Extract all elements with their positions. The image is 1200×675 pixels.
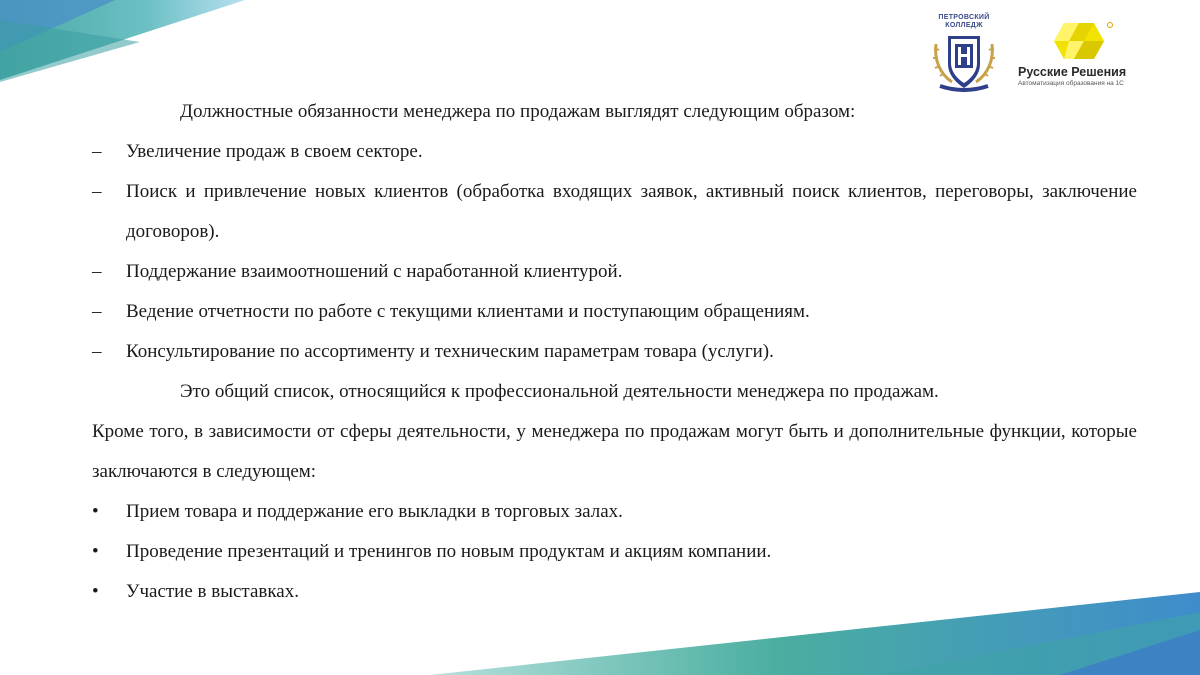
list-item-text: Ведение отчетности по работе с текущими клиентами и поступающим обращениям.: [126, 301, 810, 322]
list-item-text: Поддержание взаимоотношений с наработанной клиентурой.: [126, 261, 623, 282]
list-item-text: Участие в выставках.: [126, 581, 299, 602]
partner-logo: [1018, 21, 1148, 87]
header-logos: [928, 14, 1148, 94]
college-logo: [928, 14, 1000, 94]
list-item: [92, 572, 1137, 612]
college-crest-icon: [930, 30, 998, 92]
dash-marker: –: [92, 261, 102, 282]
additional-intro-text: Кроме того, в зависимости от сферы деятельности, у менеджера по продажам могут быть и дополнительные функции, которые заключаются в следующем:: [92, 421, 1137, 482]
college-name-line1: ПЕТРОВСКИЙ: [938, 14, 990, 21]
list-item: [92, 132, 1137, 172]
list-item: [92, 292, 1137, 332]
bullet-marker: •: [92, 581, 99, 602]
list-item-text: Проведение презентаций и тренингов по новым продуктам и акциям компании.: [126, 541, 772, 562]
list-item: [92, 332, 1137, 372]
intro-text: Должностные обязанности менеджера по продажам выглядят следующим образом:: [180, 101, 856, 122]
list-item-text: Поиск и привлечение новых клиентов (обработка входящих заявок, активный поиск клиентов, переговоры, заключение договоров).: [126, 181, 1137, 242]
summary-text: Это общий список, относящийся к профессиональной деятельности менеджера по продажам.: [180, 381, 939, 402]
bullet-marker: •: [92, 501, 99, 522]
extra-duties-list: [92, 492, 1137, 612]
list-item-text: Прием товара и поддержание его выкладки в торговых залах.: [126, 501, 623, 522]
list-item: [92, 532, 1137, 572]
duties-list: [92, 132, 1137, 372]
dash-marker: –: [92, 181, 102, 202]
list-item-text: Увеличение продаж в своем секторе.: [126, 141, 423, 162]
bullet-marker: •: [92, 541, 99, 562]
list-item: [92, 492, 1137, 532]
list-item: [92, 252, 1137, 292]
college-name-line2: КОЛЛЕДЖ: [945, 22, 983, 29]
slide-body: [92, 92, 1137, 612]
partner-name: Русские Решения: [1018, 65, 1127, 79]
dash-marker: –: [92, 301, 102, 322]
hexagon-logo-icon: [1052, 21, 1114, 63]
list-item-text: Консультирование по ассортименту и техническим параметрам товара (услуги).: [126, 341, 774, 362]
dash-marker: –: [92, 141, 102, 162]
list-item: [92, 172, 1137, 252]
dash-marker: –: [92, 341, 102, 362]
partner-tagline: Автоматизация образования на 1С: [1018, 80, 1124, 87]
